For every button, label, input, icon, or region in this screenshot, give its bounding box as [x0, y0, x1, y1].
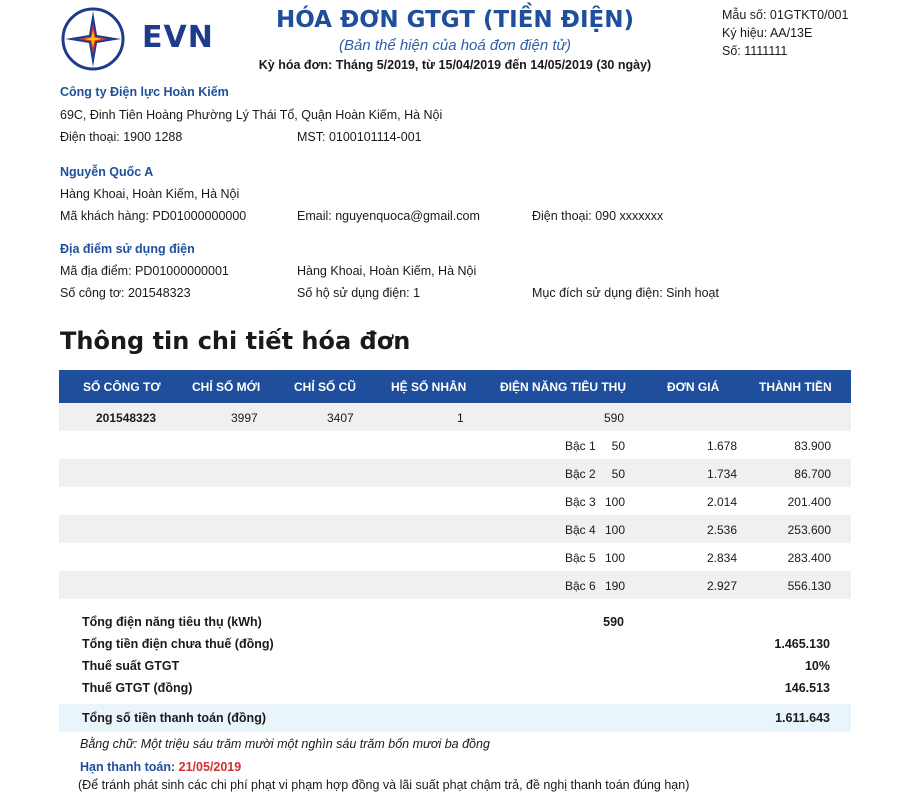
invoice-subtitle: (Bản thể hiện của hoá đơn điện tử) [338, 37, 572, 54]
table-row [59, 515, 851, 543]
tier-amount: 556.130 [787, 579, 831, 593]
tier-kwh: 100 [604, 495, 625, 509]
pre-tax-value: 1.465.130 [774, 637, 830, 651]
usage-purpose: Mục đích sử dụng điện: Sinh hoạt [532, 286, 719, 300]
customer-address: Hàng Khoai, Hoàn Kiếm, Hà Nội [60, 187, 240, 201]
col-consumption: ĐIỆN NĂNG TIÊU THỤ [500, 380, 626, 394]
vat-rate-label: Thuế suất GTGT [82, 659, 180, 673]
tier-kwh: 100 [604, 551, 625, 565]
form-number: Mẫu số: 01GTKT0/001 [722, 8, 849, 22]
tier-kwh: 50 [611, 439, 625, 453]
location-code: Mã địa điểm: PD01000000001 [60, 264, 229, 278]
tier-price: 1.678 [707, 439, 738, 453]
tier-amount: 253.600 [787, 523, 831, 537]
billing-period: Kỳ hóa đơn: Tháng 5/2019, từ 15/04/2019 đến 14/05/2019 (30 ngày) [258, 58, 652, 72]
tier-amount: 83.900 [794, 439, 831, 453]
table-row [59, 403, 851, 431]
vat-value: 146.513 [784, 681, 830, 695]
due-date: 21/05/2019 [178, 760, 242, 774]
tier-price: 2.927 [707, 579, 738, 593]
tier-label: Bậc 5 [565, 551, 596, 565]
meter-cell: 201548323 [96, 411, 157, 425]
col-amount: THÀNH TIỀN [759, 380, 832, 394]
table-row [59, 431, 851, 459]
tier-price: 1.734 [707, 467, 738, 481]
new-index-cell: 3997 [231, 411, 258, 425]
tier-label: Bậc 3 [565, 495, 596, 509]
seller-address: 69C, Đinh Tiên Hoàng Phường Lý Thái Tổ, Quận Hoàn Kiếm, Hà Nội [60, 108, 443, 122]
seller-tax-id: MST: 0100101114-001 [297, 130, 422, 144]
detail-title: Thông tin chi tiết hóa đơn [60, 327, 411, 355]
tier-amount: 283.400 [787, 551, 831, 565]
table-header [59, 370, 851, 403]
seller-name: Công ty Điện lực Hoàn Kiếm [60, 85, 229, 99]
table-row [59, 543, 851, 571]
brand-name: EVN [142, 20, 214, 55]
serial-symbol: Ký hiệu: AA/13E [722, 26, 813, 40]
tier-kwh: 190 [604, 579, 625, 593]
tier-price: 2.014 [707, 495, 738, 509]
tier-amount: 86.700 [794, 467, 831, 481]
seller-phone: Điện thoại: 1900 1288 [60, 130, 183, 144]
household-count: Số hộ sử dụng điện: 1 [297, 286, 421, 300]
factor-cell: 1 [457, 411, 464, 425]
invoice-title: HÓA ĐƠN GTGT (TIỀN ĐIỆN) [276, 7, 634, 33]
due-label: Hạn thanh toán: [80, 760, 176, 774]
col-old-index: CHỈ SỐ CŨ [294, 380, 357, 394]
tier-label: Bậc 6 [565, 579, 596, 593]
old-index-cell: 3407 [327, 411, 354, 425]
total-label: Tổng số tiền thanh toán (đồng) [82, 711, 266, 725]
meter-number: Số công tơ: 201548323 [60, 286, 191, 300]
due-date-line [80, 760, 241, 774]
location-heading: Địa điểm sử dụng điện [60, 242, 195, 256]
total-kwh-value: 590 [603, 615, 624, 629]
customer-code: Mã khách hàng: PD01000000000 [60, 209, 247, 223]
customer-email: Email: nguyenquoca@gmail.com [297, 209, 480, 223]
vat-rate-value: 10% [804, 659, 830, 673]
table-row [59, 571, 851, 599]
tier-price: 2.536 [707, 523, 738, 537]
table-row [59, 459, 851, 487]
customer-phone: Điện thoại: 090 xxxxxxx [532, 209, 664, 223]
tier-kwh: 100 [604, 523, 625, 537]
tier-amount: 201.400 [787, 495, 831, 509]
payment-note: (Để tránh phát sinh các chi phí phạt vi phạm hợp đồng và lãi suất phạt chậm trả, đề nghị thanh toán đúng hạn) [78, 778, 690, 792]
consumption-cell: 590 [604, 411, 625, 425]
customer-name: Nguyễn Quốc A [60, 165, 154, 179]
total-value: 1.611.643 [775, 711, 830, 725]
vat-label: Thuế GTGT (đồng) [82, 681, 193, 695]
total-kwh-label: Tổng điện năng tiêu thụ (kWh) [82, 615, 262, 629]
col-meter: SỐ CÔNG TƠ [83, 380, 161, 394]
pre-tax-label: Tổng tiền điện chưa thuế (đồng) [82, 637, 274, 651]
col-unit-price: ĐƠN GIÁ [667, 380, 720, 394]
location-address: Hàng Khoai, Hoàn Kiếm, Hà Nội [297, 264, 477, 278]
invoice-number: Số: 1111111 [722, 44, 788, 58]
tier-label: Bậc 1 [565, 439, 596, 453]
tier-kwh: 50 [611, 467, 625, 481]
table-row [59, 487, 851, 515]
tier-label: Bậc 4 [565, 523, 596, 537]
amount-in-words: Bằng chữ: Một triệu sáu trăm mười một nghìn sáu trăm bốn mươi ba đồng [80, 737, 490, 751]
col-new-index: CHỈ SỐ MỚI [192, 380, 261, 394]
tier-price: 2.834 [707, 551, 738, 565]
col-factor: HỆ SỐ NHÂN [391, 380, 467, 394]
tier-label: Bậc 2 [565, 467, 596, 481]
